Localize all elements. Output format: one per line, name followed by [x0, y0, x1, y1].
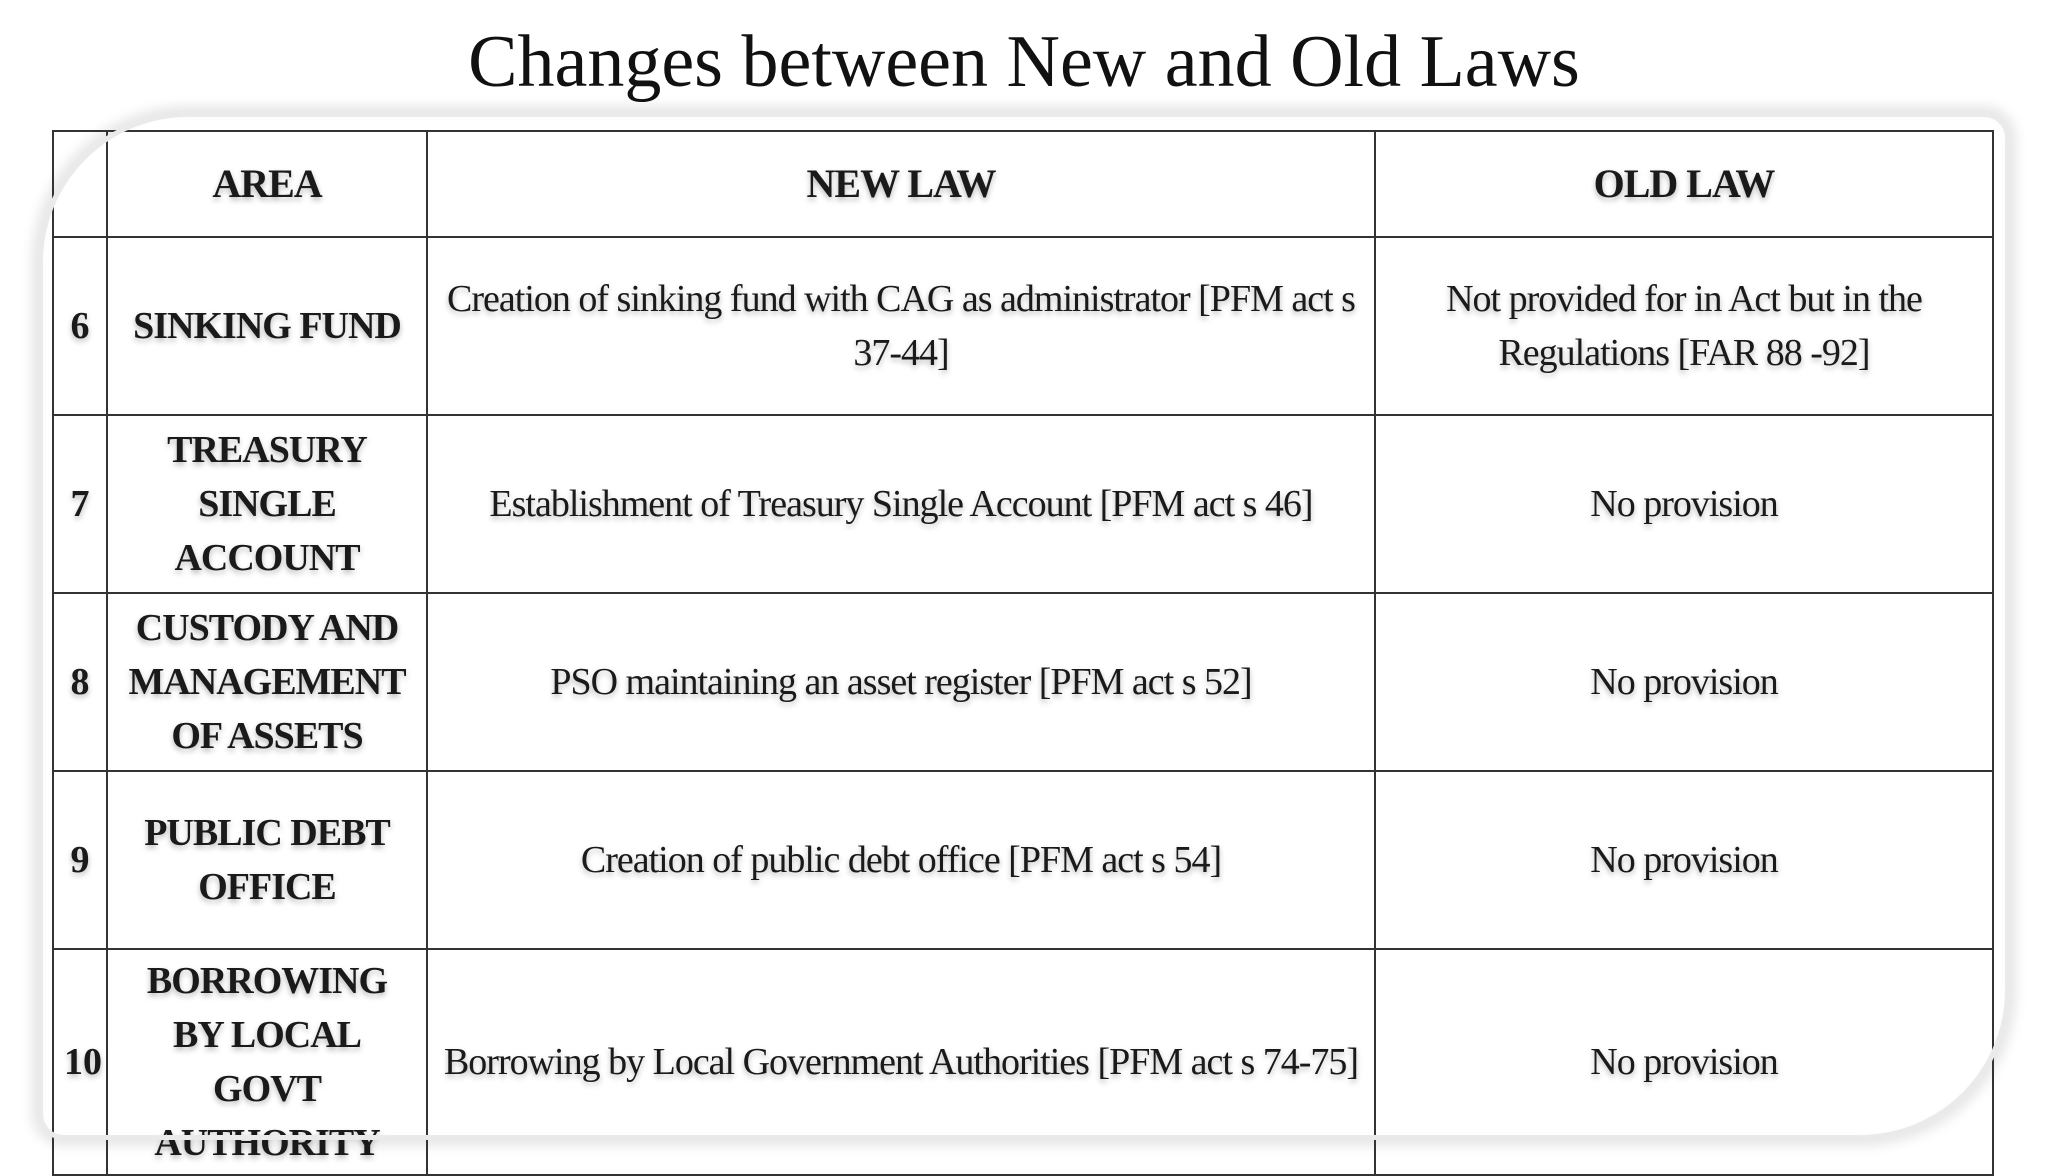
table-header-row	[53, 131, 1993, 237]
slide-title: Changes between New and Old Laws	[468, 21, 1580, 103]
header-area: AREA	[107, 131, 427, 237]
old-law-cell: No provision	[1375, 771, 1993, 949]
table-row	[53, 949, 1993, 1175]
row-number: 9	[53, 771, 107, 949]
table-frame	[38, 112, 2010, 1164]
table-row	[53, 237, 1993, 415]
area-cell: TREASURY SINGLE ACCOUNT	[107, 415, 427, 593]
new-law-cell: Borrowing by Local Government Authorities [PFM act s 74-75]	[427, 949, 1375, 1175]
old-law-cell: Not provided for in Act but in the Regulations [FAR 88 -92]	[1375, 237, 1993, 415]
new-law-cell: Creation of public debt office [PFM act s 54]	[427, 771, 1375, 949]
new-law-cell: Creation of sinking fund with CAG as administrator [PFM act s 37-44]	[427, 237, 1375, 415]
old-law-cell: No provision	[1375, 415, 1993, 593]
law-comparison-table	[52, 130, 1994, 1176]
header-new-law: NEW LAW	[427, 131, 1375, 237]
area-cell: SINKING FUND	[107, 237, 427, 415]
area-cell: CUSTODY AND MANAGEMENT OF ASSETS	[107, 593, 427, 771]
area-cell: PUBLIC DEBT OFFICE	[107, 771, 427, 949]
header-old-law: OLD LAW	[1375, 131, 1993, 237]
table-row	[53, 771, 1993, 949]
row-number: 6	[53, 237, 107, 415]
row-number: 7	[53, 415, 107, 593]
header-no	[53, 131, 107, 237]
new-law-cell: PSO maintaining an asset register [PFM act s 52]	[427, 593, 1375, 771]
table-row	[53, 593, 1993, 771]
table-row	[53, 415, 1993, 593]
old-law-cell: No provision	[1375, 593, 1993, 771]
area-cell: BORROWING BY LOCAL GOVT AUTHORITY	[107, 949, 427, 1175]
row-number: 8	[53, 593, 107, 771]
new-law-cell: Establishment of Treasury Single Account [PFM act s 46]	[427, 415, 1375, 593]
old-law-cell: No provision	[1375, 949, 1993, 1175]
row-number: 10	[53, 949, 107, 1175]
